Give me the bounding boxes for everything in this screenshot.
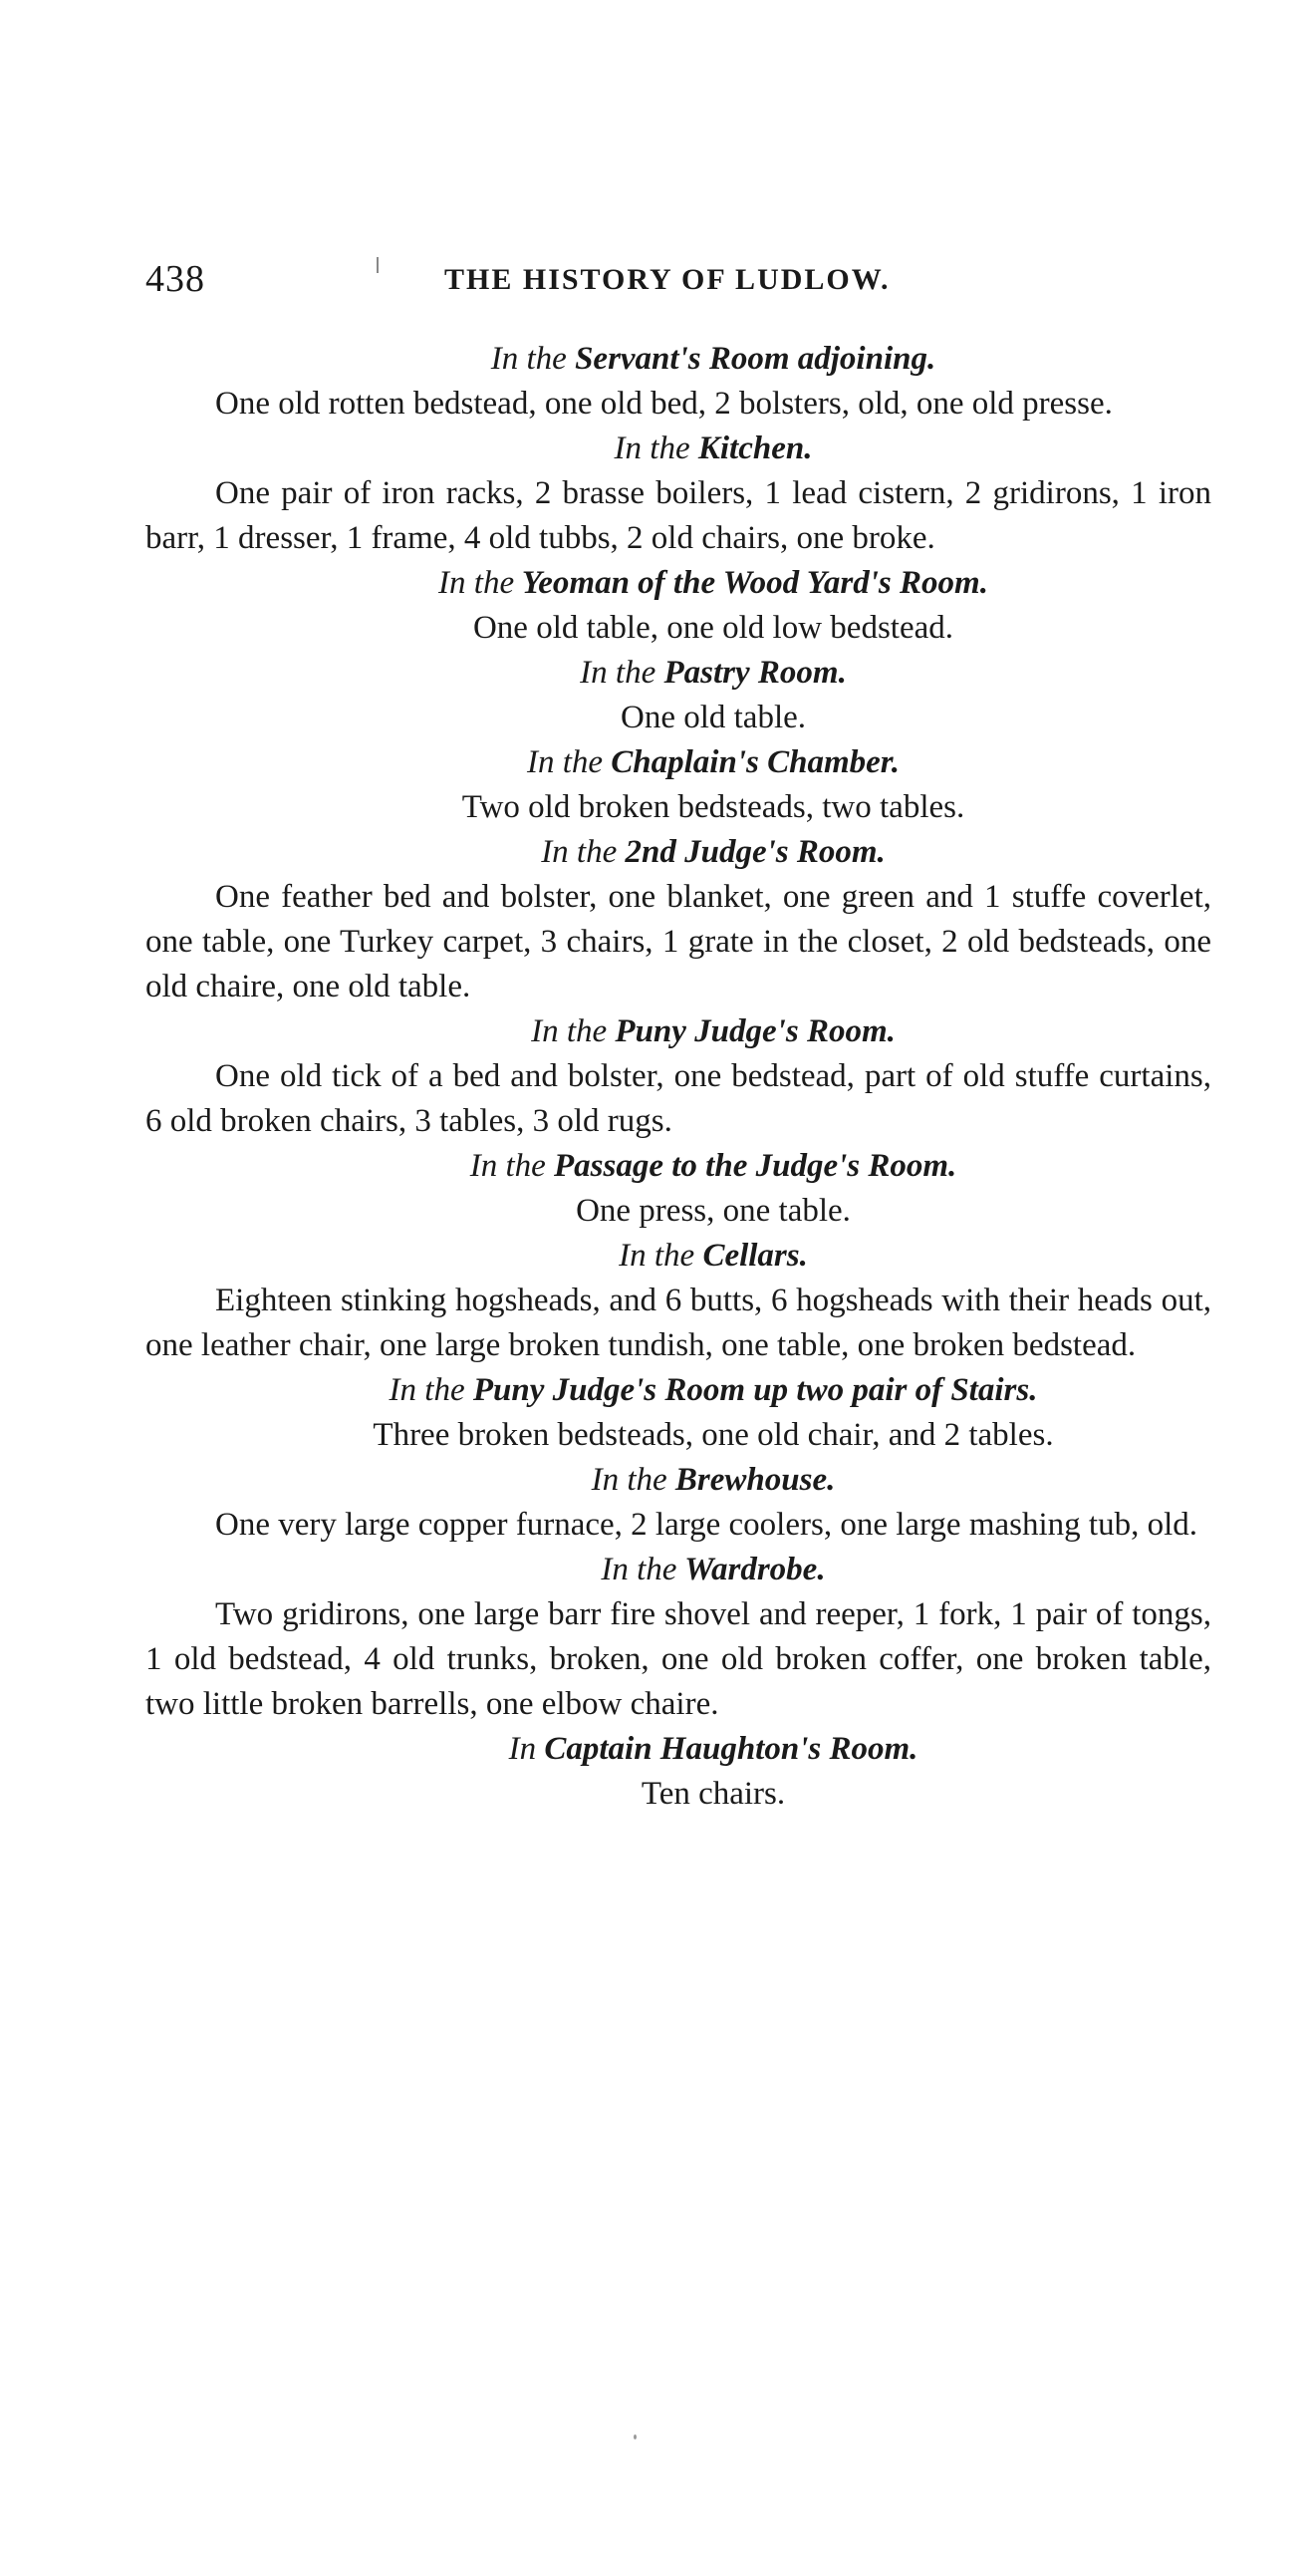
running-title: THE HISTORY OF LUDLOW. [444, 263, 891, 296]
inventory-text [145, 337, 1211, 1817]
inventory-section [145, 651, 1211, 740]
print-speck [634, 2434, 637, 2439]
section-heading: In the Yeoman of the Wood Yard's Room. [438, 565, 988, 601]
print-mark [377, 257, 379, 273]
section-text: One feather bed and bolster, one blanket, one green and 1 stuffe coverlet, one table, one Turkey carpet, 3 chairs, 1 grate in the closet, 2 old bedsteads, one old chaire, one old table. [145, 879, 1211, 1004]
inventory-section [145, 1727, 1211, 1817]
section-heading: In the Chaplain's Chamber. [526, 744, 901, 780]
section-heading: In the 2nd Judge's Room. [541, 834, 886, 870]
section-text: Ten chairs. [641, 1776, 786, 1812]
inventory-section [145, 1009, 1211, 1144]
section-heading: In the Puny Judge's Room up two pair of Stairs. [389, 1372, 1038, 1408]
section-text: Two old broken bedsteads, two tables. [461, 789, 965, 825]
section-text: One old table. [620, 700, 807, 735]
section-heading: In the Passage to the Judge's Room. [469, 1148, 957, 1184]
inventory-section [145, 1368, 1211, 1458]
section-text: One pair of iron racks, 2 brasse boilers, 1 lead cistern, 2 gridirons, 1 iron barr, 1 dresser, 1 frame, 4 old tubbs, 2 old chairs, one broke. [145, 475, 1211, 556]
inventory-section [145, 427, 1211, 561]
inventory-section [145, 337, 1211, 427]
inventory-section [145, 1144, 1211, 1234]
section-heading: In the Kitchen. [614, 430, 813, 466]
section-text: Two gridirons, one large barr fire shovel and reeper, 1 fork, 1 pair of tongs, 1 old bedstead, 4 old trunks, broken, one old broken coffer, one broken table, two little broken barrells, one elbow chaire. [145, 1596, 1211, 1722]
inventory-section [145, 830, 1211, 1009]
section-text: Eighteen stinking hogsheads, and 6 butts, 6 hogsheads with their heads out, one leather chair, one large broken tundish, one table, one broken bedstead. [145, 1283, 1211, 1363]
section-heading: In the Wardrobe. [601, 1552, 826, 1587]
section-heading: In Captain Haughton's Room. [508, 1731, 918, 1767]
inventory-section [145, 1548, 1211, 1727]
section-text: One very large copper furnace, 2 large coolers, one large mashing tub, old. [215, 1507, 1197, 1543]
section-heading: In the Cellars. [619, 1238, 808, 1274]
section-heading: In the Puny Judge's Room. [531, 1013, 896, 1049]
inventory-section [145, 1458, 1211, 1548]
section-heading: In the Brewhouse. [591, 1462, 836, 1498]
page-number: 438 [145, 258, 205, 300]
section-text: One press, one table. [576, 1193, 851, 1229]
section-text: Three broken bedsteads, one old chair, and 2 tables. [373, 1417, 1054, 1453]
inventory-section [145, 1234, 1211, 1368]
section-heading: In the Servant's Room adjoining. [490, 341, 936, 377]
section-text: One old rotten bedstead, one old bed, 2 bolsters, old, one old presse. [215, 386, 1113, 422]
inventory-section [145, 740, 1211, 830]
section-text: One old table, one old low bedstead. [472, 610, 954, 646]
inventory-section [145, 561, 1211, 651]
section-text: One old tick of a bed and bolster, one bedstead, part of old stuffe curtains, 6 old broken chairs, 3 tables, 3 old rugs. [145, 1058, 1211, 1139]
section-heading: In the Pastry Room. [580, 655, 847, 691]
page-header [145, 257, 1209, 307]
